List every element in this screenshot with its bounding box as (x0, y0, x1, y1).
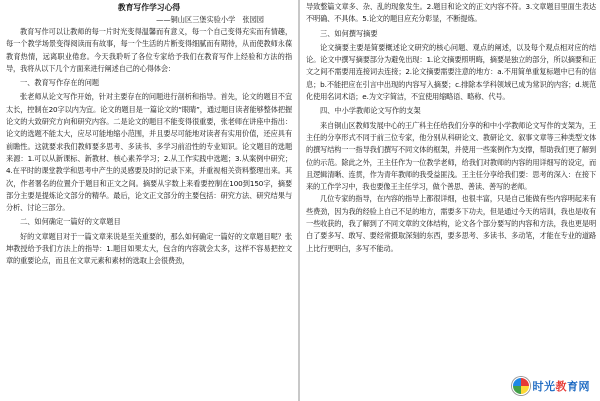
site-logo-icon (512, 377, 530, 395)
section-1-paragraph: 张老师从论文写作开始，针对主要存在的问题进行剖析和指导。首先，论文的题目不宜太长，控制在20字以内为宜。论文的题目是一篇论文的“眼睛”，通过题目读者能够整体把握论文的大致研究方向和研究内容。二是论文的题目不能变得很重要，张老师在讲座中指出：论文的选题不能太大，应尽可能地缩小范围，并且要尽可能地对读者有实用价值，还应具有前瞻性。这就要求我们教师要多思考、多读书、多学习前沿性的专业知识。论文题目的选题来源：1.可以从新课标、新教材、核心素养学习；2.从工作实践中选题；3.从案例中研究；4.在平时的课堂教学和思考中产生的灵感要及时的记录下来，并重视相关资料整理出来。其次，作者署名的位置介于题目和正文之间。摘要从字数上来看要控制在100到150字，摘要部分主要是提炼论文部分的精华。最后，论文正文部分的主要包括：研究方法、研究结果与分析、讨论三部分。 (6, 92, 292, 213)
section-4-paragraph: 来自铜山区教师发展中心的王广科主任给我们分享的和中小学教师论文写作的支架为，王主任的分享形式不同于前三位专家，他分别从科研论文、教研论文、叙事文章等三种类型文体的撰写结构一一指导我们撰写不同文体的框架，并使用一些案例作为支撑，帮助我们更了解到位的示范。除此之外，王主任作为一位教学老师，给我们对教师的内容的用详细写的设定，而且逻辑清晰、连贯，作为青年教师的我受益匪浅。王主任分享给我们要：思考的深入：在接下来的工作学习中，我也要像王主任学习，做个善思、善读、善写的老师。 (306, 120, 596, 192)
section-3-paragraph: 论文摘要主要是简要概述论文研究的核心问题、观点的阐述，以及每个观点相对应的结论。论文中撰写摘要部分为避免出现：1.论文摘要照明晦，摘要是独立的部分，所以摘要和正文之间不需要用连接词去连接；2.论文摘要需要注意的地方：a.不用简单重复标题中已有的信息；b.不能把应在引言中出现的内容写入摘要；c.排除本学科领域已成为常识的内容；d.规范化使用名词术语；e.为文字简洁，不宜使用缩略语、略称、代号。 (306, 42, 596, 102)
watermark-text: 时光教育网 (532, 380, 590, 393)
continued-paragraph: 导致整篇文章多、杂、乱的现象发生。2.题目和论文的正文内容不符。3.文章题目里面生表达不明确、不具体。5.论文的题目应充分彰显，不断提炼。 (306, 2, 596, 24)
section-heading-3: 三、如何撰写摘要 (320, 28, 378, 38)
closing-paragraph: 几位专家的指导，在内容的指导上都很详细，也很丰富，只是自己能做有些内容明起来有些费劲，因为我的经验上自己不足的地方，需要多下功夫，但是通过今天的培训，我也是收有一些收获的，我了解到了不同文章的文体结构，论文各个部分要写的内容和方法，我也更是明白了要多写、敢写、要经常摄取深刻的东西，要多思考、多读书、多动笔，才能在专业的道路上比行更明白，多写不能动。 (306, 194, 596, 253)
section-2-paragraph: 好的文章题目对于一篇文章来说是至关重要的，那么如何确定一篇好的文章题目呢？张坤教授给予我们方法上的指导：1.题目如果太大，包含的内容就会太多，这样不容易把控文章的重要论点，而且在文章元素和素材的选取上会很费劲， (6, 231, 292, 266)
author-line: ——铜山区三堡实验小学 张园园 (156, 15, 264, 24)
section-heading-2: 二、如何确定一篇好的文章题目 (20, 217, 121, 227)
document-title: 教育写作学习心得 (117, 3, 181, 12)
left-page (0, 0, 298, 401)
site-watermark (512, 377, 591, 395)
section-heading-1: 一、教育写作存在的问题 (20, 78, 100, 88)
section-heading-4: 四、中小学教师论文写作的支架 (320, 106, 421, 116)
right-page (300, 0, 600, 401)
intro-paragraph: 教育写作可以让教师的每一片时光变得温馨而有意义，每一个自己变得充实而有情趣，每一个教学场景变得阅读而有故事，每一个生活的片断变得细腻而有期待，从而使教师永葆教育热情，远离职业倦怠。今天我聆听了各位专家给予我们在教育写作上经验和方法的指导，我将从以下几个方面来进行阐述自己的心得体会： (6, 27, 292, 73)
